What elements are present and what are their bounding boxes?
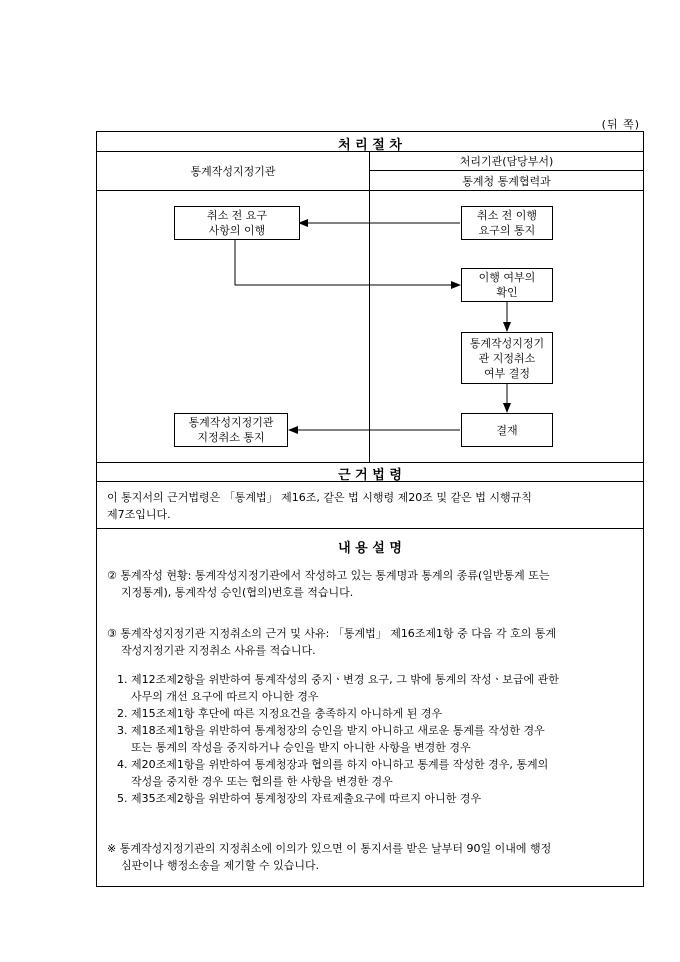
box-line: 이행 여부의 xyxy=(478,271,536,284)
cancel-notice-box xyxy=(461,206,553,240)
back-page-label: (뒤 쪽) xyxy=(601,118,640,131)
list-item xyxy=(117,671,633,705)
box-line: 통계작성지정기 xyxy=(469,336,545,350)
list-item xyxy=(117,722,633,756)
right-dept-label: 통계청 통계협력과 xyxy=(462,175,551,188)
divider xyxy=(97,481,643,482)
box-line: 관 지정취소 xyxy=(478,351,536,365)
list-item xyxy=(117,790,633,807)
box-line: 결재 xyxy=(496,423,518,437)
text-line: 2. 제15조제1항 후단에 따른 지정요건을 충족하지 아니하게 된 경우 xyxy=(117,707,443,720)
item-list xyxy=(117,671,633,807)
text-line: 지정통계), 통계작성 승인(협의)번호를 적습니다. xyxy=(121,586,354,599)
legal-basis-title: 근 거 법 령 xyxy=(338,468,402,483)
text-line: ② 통계작성 현황: 통계작성지정기관에서 작성하고 있는 통계명과 통계의 종류(일반통계 또는 xyxy=(107,569,550,582)
remark xyxy=(107,840,633,874)
cancel-request-box xyxy=(174,206,300,240)
left-org-label: 통계작성지정기관 xyxy=(190,165,276,178)
text-line: 작성지정기관 지정취소 사유를 적습니다. xyxy=(121,644,316,657)
box-line: 사항의 이행 xyxy=(208,224,266,237)
cancel-decision-box xyxy=(461,332,553,384)
legal-basis-text xyxy=(107,489,633,523)
process-title: 처 리 절 차 xyxy=(338,138,402,153)
right-org-label: 처리기관(담당부서) xyxy=(459,155,554,168)
divider xyxy=(97,528,643,529)
arrow-request-to-check xyxy=(235,239,460,285)
text-line: ※ 통계작성지정기관의 지정취소에 이의가 있으면 이 통지서를 받은 날부터 90일 이내에 행정 xyxy=(107,842,552,855)
text-line: 4. 제20조제1항을 위반하여 통계청장과 협의를 하지 아니하고 통계를 작성한 경우, 통계의 xyxy=(117,758,549,771)
note-2 xyxy=(107,567,633,601)
box-line: 통계작성지정기관 xyxy=(188,416,274,429)
divider xyxy=(97,462,643,463)
document-frame xyxy=(96,131,644,887)
note-3 xyxy=(107,625,633,659)
box-line: 요구의 통지 xyxy=(478,224,536,237)
text-line: ③ 통계작성지정기관 지정취소의 근거 및 사유: 「통계법」 제16조제1항 중 다음 각 호의 통계 xyxy=(107,627,557,640)
box-line: 취소 전 요구 xyxy=(206,209,268,222)
explanation-title: 내 용 설 명 xyxy=(338,541,402,556)
text-line: 이 통지서의 근거법령은 「통계법」 제16조, 같은 법 시행령 제20조 및 같은 법 시행규칙 xyxy=(107,491,532,504)
list-item xyxy=(117,756,633,790)
box-line: 여부 결정 xyxy=(483,366,530,380)
text-line: 제7조입니다. xyxy=(107,508,171,521)
text-line: 1. 제12조제2항을 위반하여 통계작성의 중지ㆍ변경 요구, 그 밖에 통계의 작성ㆍ보급에 관한 xyxy=(117,673,559,686)
designation-cancel-notice-box xyxy=(174,413,288,447)
compliance-check-box xyxy=(461,268,553,302)
box-line: 지정취소 통지 xyxy=(197,431,265,444)
text-line: 또는 통계의 작성을 중지하거나 승인을 받지 아니한 사항을 변경한 경우 xyxy=(131,741,471,754)
text-line: 작성을 중지한 경우 또는 협의를 한 사항을 변경한 경우 xyxy=(131,775,393,788)
box-line: 확인 xyxy=(496,286,518,299)
text-line: 3. 제18조제1항을 위반하여 통계청장의 승인을 받지 아니하고 새로운 통계를 작성한 경우 xyxy=(117,724,545,737)
approval-box xyxy=(461,413,553,447)
list-item xyxy=(117,705,633,722)
text-line: 심판이나 행정소송을 제기할 수 있습니다. xyxy=(121,859,320,872)
text-line: 사무의 개선 요구에 따르지 아니한 경우 xyxy=(131,690,319,703)
box-line: 취소 전 이행 xyxy=(476,209,538,222)
text-line: 5. 제35조제2항을 위반하여 통계청장의 자료제출요구에 따르지 아니한 경우 xyxy=(117,792,482,805)
